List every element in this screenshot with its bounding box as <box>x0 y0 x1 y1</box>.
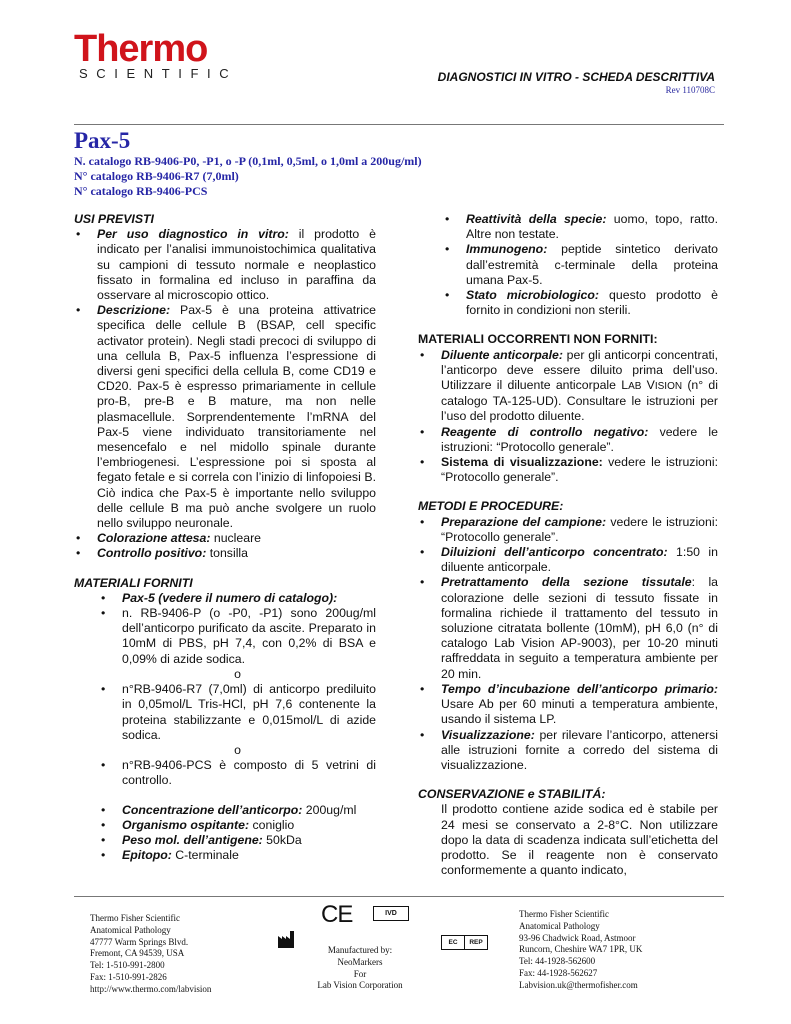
list-item: • Tempo d’incubazione dell’anticorpo primario: Usare Ab per 60 minuti a temperatura ambiente, usando il sistema LP. <box>418 682 718 728</box>
list-item: • Stato microbiologico: questo prodotto è fornito in condizioni non sterili. <box>443 288 718 318</box>
section-heading-metodi: METODI E PROCEDURE: <box>418 499 564 514</box>
list-item: • Pretrattamento della sezione tissutale: la colorazione delle sezioni di tessuto fissate in formalina richiede il trattamento del tessuto in soluzione citratata bollente (10mM), pH 6,0 (n° di catalogo Lab Vision AP-9003), per 10-20 minuti raffreddata in seguito a temperatura ambiente per 20 min. <box>418 575 718 681</box>
list-item: • Sistema di visualizzazione: vedere le istruzioni: “Protocollo generale”. <box>418 455 718 485</box>
list-item: • n. RB-9406-P (o -P0, -P1) sono 200ug/ml dell’anticorpo purificato da ascite. Preparato in 10mM di PBS, pH 7,4, con 0,2% di BSA e 0,09% di azide sodica. <box>99 606 376 667</box>
list-item: • Reagente di controllo negativo: vedere le istruzioni: “Protocollo generale”. <box>418 425 718 455</box>
header-divider <box>74 124 724 125</box>
section-heading-occorrenti: MATERIALI OCCORRENTI NON FORNITI: <box>418 332 658 347</box>
catalog-line: N° catalogo RB-9406-PCS <box>74 184 208 198</box>
conservation-text: Il prodotto contiene azide sodica ed è stabile per 24 mesi se conservato a 2-8°C. Non utilizzare dopo la data di scadenza indicata sull’etichetta del prodotto. Se il reagente non è conservato conformemente a quanto indicato, <box>441 802 718 878</box>
footer-address-uk: Thermo Fisher Scientific Anatomical Pathology 93-96 Chadwick Road, Astmoor Runcorn, Cheshire WA7 1PR, UK Tel: 44-1928-562600 Fax: 44-1928-562627 Labvision.uk@thermofisher.com <box>519 909 643 990</box>
list-item: • Pax-5 (vedere il numero di catalogo): <box>99 591 376 606</box>
list-item: • Colorazione attesa: nucleare <box>74 531 376 546</box>
list-item: • Preparazione del campione: vedere le istruzioni: “Protocollo generale”. <box>418 515 718 545</box>
list-item: • Visualizzazione: per rilevare l’anticorpo, attenersi alle istruzioni fornite a corredo del sistema di visualizzazione. <box>418 728 718 774</box>
list-item: • Per uso diagnostico in vitro: il prodotto è indicato per l’analisi immunoistochimica qualitativa su campioni di tessuto normale e neoplastico fissato in formalina ed incluso in paraffina da osservare al microscopio ottico. <box>74 227 376 303</box>
right-column <box>418 212 718 878</box>
list-item: • Concentrazione dell’anticorpo: 200ug/ml <box>99 803 376 818</box>
section-heading-conservazione: CONSERVAZIONE e STABILITÁ: <box>418 787 606 802</box>
list-item: • Descrizione: Pax-5 è una proteina attivatrice specifica delle cellule B (BSAP, cell specific activator protein). Negli stadi precoci di sviluppo di una cellula B, Pax-5 influenza l’espressione di diversi geni specifici della cellula B, come CD19 e CD20. Pax-5 è espresso primariamente in cellule pro-B, pre-B e B mature, ma non nelle plasmacellule. Sorprendentemente l’mRNA del Pax-5 viene individuato transitoriamente nel mesencefalo e nel midollo spinale durante l’embriogenesi. L’espressione poi si sposta al fegato fetale e si correla con l’inizio di linfopoiesi B. Ciò indica che Pax-5 è importante nello sviluppo delle cellule B ma può anche svolgere un ruolo nello sviluppo neuronale. <box>74 303 376 531</box>
list-item: • Peso mol. dell’antigene: 50kDa <box>99 833 376 848</box>
list-item: • Organismo ospitante: coniglio <box>99 818 376 833</box>
section-heading-usi: USI PREVISTI <box>74 212 154 226</box>
ce-mark-icon: CE <box>321 901 353 928</box>
section-heading-forniti: MATERIALI FORNITI <box>74 575 193 590</box>
or-separator: o <box>234 742 241 757</box>
list-item: • Reattività della specie: uomo, topo, ratto. Altre non testate. <box>443 212 718 242</box>
document-title: DIAGNOSTICI IN VITRO - SCHEDA DESCRITTIVA <box>437 70 715 84</box>
brand-logo: Thermo <box>74 28 208 70</box>
list-item: • n°RB-9406-R7 (7,0ml) di anticorpo prediluito in 0,05mol/L Tris-HCl, pH 7,6 contenente la proteina stabilizzante e 0,015mol/L di azide sodica. <box>99 682 376 743</box>
footer-manufacturer: Manufactured by: NeoMarkers For Lab Vision Corporation <box>317 945 403 991</box>
revision-label: Rev 110708C <box>665 85 715 95</box>
ivd-icon: IVD <box>373 906 409 921</box>
list-item: • Diluente anticorpale: per gli anticorpi concentrati, l’anticorpo deve essere diluito prima dell’uso. Utilizzare il diluente anticorpale LAB VISION (n° di catalogo TA-125-UD). Consultare le istruzioni per l’uso del prodotto diluente. <box>418 348 718 425</box>
brand-logo-subtitle: SCIENTIFIC <box>79 66 238 81</box>
list-item: • Epitopo: C-terminale <box>99 848 376 863</box>
footer-divider <box>74 896 724 897</box>
footer-address-us: Thermo Fisher Scientific Anatomical Pathology 47777 Warm Springs Blvd. Fremont, CA 94539, USA Tel: 1-510-991-2800 Fax: 1-510-991-2826 http://www.thermo.com/labvision <box>90 913 212 994</box>
list-item: • Diluizioni dell’anticorpo concentrato: 1:50 in diluente anticorpale. <box>418 545 718 575</box>
catalog-line: N° catalogo RB-9406-R7 (7,0ml) <box>74 169 239 183</box>
left-column <box>74 212 376 863</box>
manufacturer-icon <box>278 931 294 953</box>
product-title: Pax-5 <box>74 128 131 153</box>
catalog-line: N. catalogo RB-9406-P0, -P1, o -P (0,1ml, 0,5ml, o 1,0ml a 200ug/ml) <box>74 154 422 168</box>
list-item: • Immunogeno: peptide sintetico derivato dall’estremità c-terminale della proteina umana Pax-5. <box>443 242 718 288</box>
ec-rep-icon: EC REP <box>441 935 488 950</box>
or-separator: o <box>234 666 241 681</box>
list-item: • Controllo positivo: tonsilla <box>74 546 376 561</box>
list-item: • n°RB-9406-PCS è composto di 5 vetrini di controllo. <box>99 758 376 788</box>
